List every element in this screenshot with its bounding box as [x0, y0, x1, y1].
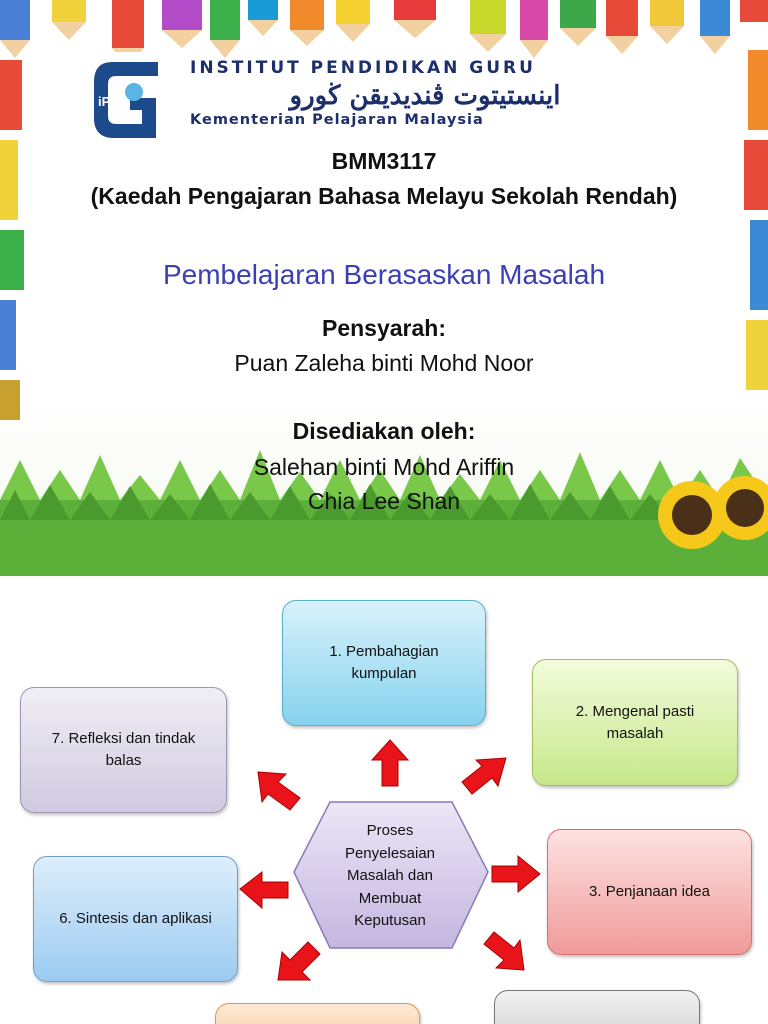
step-box-4 — [494, 990, 700, 1024]
course-name: (Kaedah Pengajaran Bahasa Melayu Sekolah Rendah) — [90, 183, 678, 209]
step-box-6: 6. Sintesis dan aplikasi — [33, 856, 238, 982]
topic-title: Pembelajaran Berasaskan Masalah — [162, 259, 606, 290]
author-name: Salehan binti Mohd Ariffin — [253, 454, 515, 480]
course-code: BMM3117 — [331, 148, 437, 174]
arrow-right-icon — [492, 856, 540, 892]
center-label-line: Masalah dan — [347, 867, 433, 884]
arrow-up-icon — [372, 740, 408, 786]
svg-text:iPG: iPG — [98, 94, 121, 109]
center-label — [330, 820, 450, 933]
institute-name: INSTITUT PENDIDIKAN GURU — [190, 58, 536, 78]
center-label-line: Penyelesaian — [344, 844, 436, 862]
prepared-heading: Disediakan oleh: — [292, 418, 476, 444]
arrow-up-right-icon — [462, 758, 506, 794]
step-box-7: 7. Refleksi dan tindak balas — [20, 687, 227, 813]
ipg-logo — [84, 52, 162, 146]
lecturer-name: Puan Zaleha binti Mohd Noor — [234, 350, 534, 376]
center-label-line: Membuat — [358, 889, 422, 907]
process-diagram-slide — [0, 576, 768, 1024]
arrow-left-icon — [240, 872, 288, 908]
author-name: Chia Lee Shan — [307, 488, 461, 514]
arrow-up-left-icon — [258, 772, 300, 810]
arrow-down-left-icon — [278, 942, 320, 980]
center-label-line: Proses — [366, 822, 414, 839]
arrow-down-right-icon — [484, 932, 524, 970]
step-box-3: 3. Penjanaan idea — [547, 829, 752, 955]
institute-name-jawi: اينستيتوت ڤنديديقن ڬورو — [289, 81, 561, 111]
center-label-line: Keputusan — [354, 912, 426, 929]
step-box-1: 1. Pembahagian kumpulan — [282, 600, 486, 726]
lecturer-heading: Pensyarah: — [321, 315, 446, 341]
step-box-2: 2. Mengenal pasti masalah — [532, 659, 738, 786]
step-box-5 — [215, 1003, 420, 1024]
ministry-name: Kementerian Pelajaran Malaysia — [190, 112, 484, 128]
